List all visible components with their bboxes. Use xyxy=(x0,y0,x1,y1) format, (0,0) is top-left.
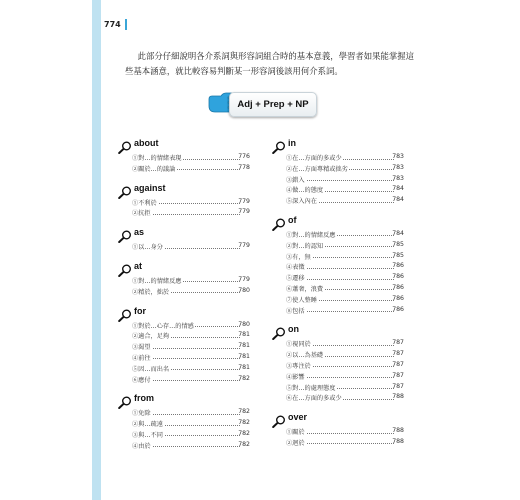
preposition-word: over xyxy=(288,412,308,423)
entry-label: ①關於 xyxy=(286,429,305,437)
group-heading xyxy=(272,412,422,426)
formula-box xyxy=(229,92,317,117)
entry-page-number: 786 xyxy=(392,283,404,291)
toc-entry xyxy=(272,360,422,371)
toc-entry xyxy=(118,407,268,418)
entry-page-number: 782 xyxy=(238,408,250,416)
toc-entry xyxy=(118,286,268,297)
entry-label: ②適合，足夠 xyxy=(132,333,170,341)
entry-label: ③錯入 xyxy=(286,176,305,184)
entry-page-number: 785 xyxy=(392,251,404,259)
entry-page-number: 784 xyxy=(392,229,404,237)
entry-page-number: 781 xyxy=(238,352,250,360)
entry-page-number: 787 xyxy=(392,382,404,390)
intro-line-2: 些基本涵意，就比較容易判斷某一形容詞後該用何介系詞。 xyxy=(125,66,343,76)
toc-entry xyxy=(272,240,422,251)
right-column xyxy=(272,138,422,457)
toc-entry xyxy=(272,152,422,163)
preposition-word: as xyxy=(134,227,145,238)
entry-label: ⑤遷移 xyxy=(286,275,305,283)
preposition-group-of xyxy=(272,215,422,315)
toc-entry xyxy=(118,197,268,208)
entry-page-number: 782 xyxy=(238,374,250,382)
preposition-word: at xyxy=(134,260,143,271)
entry-page-number: 781 xyxy=(238,342,250,350)
intro-line-1: 此部分仔細說明各介系詞與形容詞組合時的基本意義，學習者如果能掌握這 xyxy=(137,51,414,61)
toc-entry xyxy=(272,261,422,272)
entry-label: ②精於，拙於 xyxy=(132,288,170,296)
entry-label: ④表徵 xyxy=(286,264,305,272)
entry-label: ①對於…心存…的情感 xyxy=(132,322,194,330)
toc-entry xyxy=(272,426,422,437)
left-column xyxy=(118,138,268,460)
preposition-word: against xyxy=(134,182,166,193)
page-number-bar xyxy=(125,19,127,30)
entry-label: ③與…不同 xyxy=(132,431,163,439)
toc-entry xyxy=(272,338,422,349)
entry-label: ⑦使人整睡 xyxy=(286,296,317,304)
entry-page-number: 785 xyxy=(392,240,404,248)
entry-label: ②關於…的議論 xyxy=(132,165,176,173)
preposition-group-as xyxy=(118,227,268,252)
entry-page-number: 782 xyxy=(238,419,250,427)
entry-page-number: 781 xyxy=(238,363,250,371)
toc-entry xyxy=(118,163,268,174)
group-heading xyxy=(118,183,268,197)
entry-page-number: 786 xyxy=(392,262,404,270)
preposition-word: about xyxy=(134,138,159,148)
group-heading xyxy=(118,393,268,407)
entry-label: ④影響 xyxy=(286,373,305,381)
entry-label: ①視同於 xyxy=(286,341,311,349)
entry-label: ④由於 xyxy=(132,442,151,450)
toc-entry xyxy=(272,392,422,403)
preposition-group-on xyxy=(272,324,422,403)
toc-entry xyxy=(118,241,268,252)
entry-page-number: 779 xyxy=(238,208,250,216)
entry-label: ③專注於 xyxy=(286,362,311,370)
toc-entry xyxy=(272,294,422,305)
entry-label: ①不利於 xyxy=(132,199,157,207)
entry-label: ①免除 xyxy=(132,410,151,418)
toc-entry xyxy=(272,195,422,206)
toc-entry xyxy=(272,251,422,262)
entry-label: ①在…方面的多或少 xyxy=(286,155,342,162)
toc-entry xyxy=(118,374,268,385)
toc-entry xyxy=(272,437,422,448)
entry-page-number: 787 xyxy=(392,371,404,379)
toc-entry xyxy=(272,371,422,382)
entry-page-number: 788 xyxy=(392,427,404,435)
entry-page-number: 779 xyxy=(238,275,250,283)
entry-label: ②在…方面專精或拙劣 xyxy=(286,165,348,173)
preposition-group-for xyxy=(118,306,268,385)
toc-entry xyxy=(118,352,268,363)
entry-page-number: 788 xyxy=(392,393,404,401)
magnifier-icon xyxy=(272,139,286,152)
magnifier-icon xyxy=(118,307,132,320)
entry-page-number: 786 xyxy=(392,305,404,313)
group-heading xyxy=(118,306,268,320)
group-heading xyxy=(118,138,268,152)
entry-label: ②與…疏遠 xyxy=(132,421,163,429)
group-heading xyxy=(118,227,268,241)
entry-page-number: 787 xyxy=(392,339,404,347)
entry-page-number: 783 xyxy=(392,153,404,160)
entry-label: ⑧包括 xyxy=(286,307,305,315)
toc-entry xyxy=(118,320,268,331)
magnifier-icon xyxy=(118,394,132,407)
toc-entry xyxy=(118,363,268,374)
entry-label: ①對…的情緒反應 xyxy=(132,277,182,285)
magnifier-icon xyxy=(272,413,286,426)
preposition-group-from xyxy=(118,393,268,450)
toc-entry xyxy=(272,229,422,240)
entry-page-number: 782 xyxy=(238,440,250,448)
entry-label: ⑥在…方面的多或少 xyxy=(286,395,342,403)
entry-label: ⑥蕭奢，浪費 xyxy=(286,285,324,293)
toc-entry xyxy=(118,418,268,429)
entry-label: ④做…的態度 xyxy=(286,187,324,195)
entry-page-number: 780 xyxy=(238,320,250,328)
preposition-word: in xyxy=(288,138,296,148)
toc-entry xyxy=(272,283,422,294)
preposition-word: from xyxy=(134,393,154,404)
toc-entry xyxy=(272,382,422,393)
preposition-group-about xyxy=(118,138,268,174)
entry-page-number: 779 xyxy=(238,242,250,250)
entry-page-number: 776 xyxy=(238,153,250,160)
magnifier-icon xyxy=(118,184,132,197)
group-heading xyxy=(272,324,422,338)
entry-label: ②以…為基礎 xyxy=(286,352,324,360)
toc-entry xyxy=(118,429,268,440)
preposition-group-over xyxy=(272,412,422,448)
toc-entry xyxy=(118,207,268,218)
entry-label: ①對…的情緒表現 xyxy=(132,155,182,162)
formula-text: Adj + Prep + NP xyxy=(237,99,309,110)
entry-page-number: 779 xyxy=(238,197,250,205)
entry-page-number: 786 xyxy=(392,273,404,281)
preposition-group-in xyxy=(272,138,422,206)
entry-page-number: 786 xyxy=(392,294,404,302)
preposition-word: for xyxy=(134,305,146,316)
entry-label: ②對…的認知 xyxy=(286,242,324,250)
toc-entry xyxy=(272,349,422,360)
toc-entry xyxy=(272,163,422,174)
entry-page-number: 778 xyxy=(238,163,250,171)
toc-entry xyxy=(272,272,422,283)
entry-label: ④前往 xyxy=(132,354,151,362)
magnifier-icon xyxy=(118,228,132,241)
entry-label: ⑤對…的處理態度 xyxy=(286,384,336,392)
entry-page-number: 784 xyxy=(392,196,404,204)
intro-paragraph xyxy=(125,49,415,79)
toc-entry xyxy=(118,330,268,341)
group-heading xyxy=(272,215,422,229)
side-color-strip xyxy=(92,0,101,500)
entry-page-number: 788 xyxy=(392,437,404,445)
preposition-group-at xyxy=(118,261,268,297)
entry-page-number: 780 xyxy=(238,286,250,294)
entry-label: ⑤深入內在 xyxy=(286,198,317,206)
preposition-group-against xyxy=(118,183,268,219)
entry-label: ③渴望 xyxy=(132,344,151,352)
group-heading xyxy=(118,261,268,275)
magnifier-icon xyxy=(272,325,286,338)
entry-label: ⑥應付 xyxy=(132,376,151,384)
entry-label: ⑤因…而出名 xyxy=(132,365,170,373)
entry-page-number: 783 xyxy=(392,174,404,182)
toc-entry xyxy=(118,341,268,352)
toc-entry xyxy=(272,184,422,195)
entry-label: ①對…的情緒反應 xyxy=(286,231,336,239)
toc-entry xyxy=(118,440,268,451)
entry-page-number: 782 xyxy=(238,429,250,437)
magnifier-icon xyxy=(118,139,132,152)
toc-entry xyxy=(118,275,268,286)
preposition-word: on xyxy=(288,324,299,335)
entry-label: ①以…身分 xyxy=(132,244,163,252)
magnifier-icon xyxy=(118,262,132,275)
entry-page-number: 783 xyxy=(392,163,404,171)
entry-page-number: 781 xyxy=(238,331,250,339)
entry-page-number: 787 xyxy=(392,360,404,368)
page-number: 774 xyxy=(104,20,121,29)
entry-label: ②抗拒 xyxy=(132,210,151,218)
preposition-word: of xyxy=(288,214,297,225)
group-heading xyxy=(272,138,422,152)
toc-entry xyxy=(272,305,422,316)
entry-label: ③有，無 xyxy=(286,253,311,261)
entry-page-number: 787 xyxy=(392,350,404,358)
entry-page-number: 784 xyxy=(392,185,404,193)
entry-label: ②迴於 xyxy=(286,439,305,447)
magnifier-icon xyxy=(272,216,286,229)
toc-entry xyxy=(272,174,422,185)
toc-entry xyxy=(118,152,268,163)
